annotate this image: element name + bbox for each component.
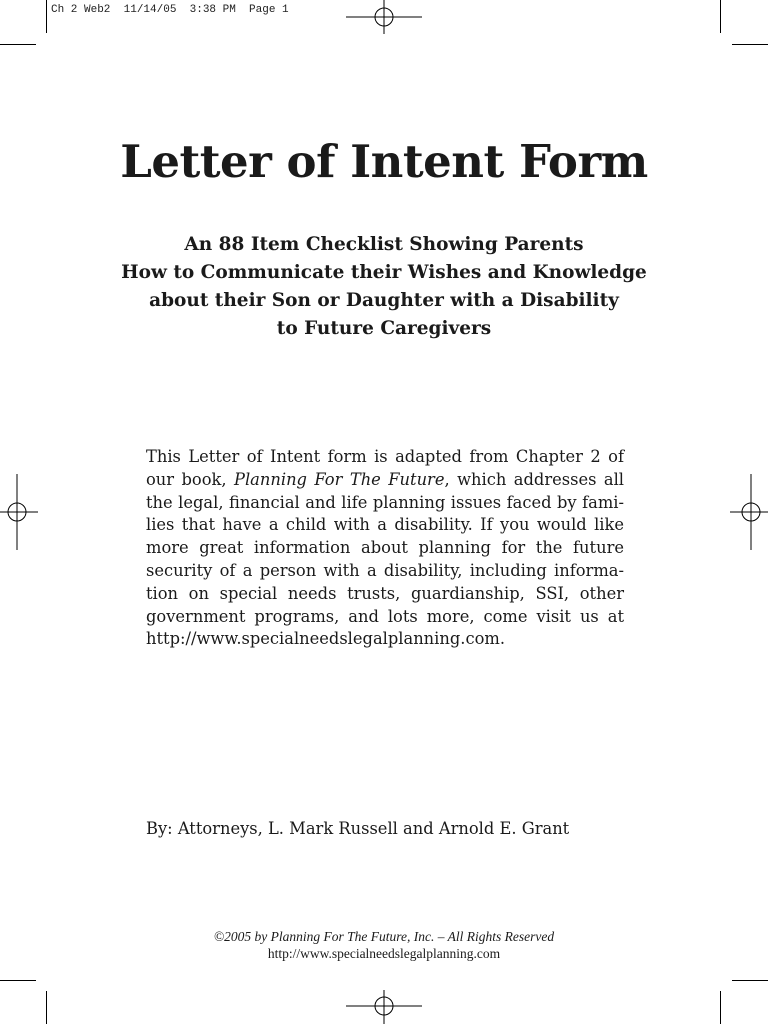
crop-mark-bottom-left-horizontal — [0, 980, 36, 981]
book-title: Planning For The Future — [234, 469, 445, 489]
crop-mark-top-right-horizontal — [732, 44, 768, 45]
subtitle-line: about their Son or Daughter with a Disability — [149, 290, 619, 311]
crop-mark-top-left-horizontal — [0, 44, 36, 45]
registration-mark-bottom — [346, 988, 422, 1024]
crop-mark-top-right-vertical — [720, 0, 721, 33]
byline: By: Attorneys, L. Mark Russell and Arnold E. Grant — [146, 819, 570, 838]
subtitle-line: to Future Caregivers — [276, 318, 492, 339]
subtitle-line: How to Communicate their Wishes and Knowledge — [121, 262, 647, 283]
intro-rest: , which addresses all the legal, financial and life planning issues faced by families that have a child with a disability. If you would like more great information about planning for the future security of a person with a disability, including information on special needs trusts, guardianship, SSI, other government programs, and lots more, come visit us at http://www.specialneedslegalplanning.com. — [146, 469, 624, 649]
footer-url: http://www.specialneedslegalplanning.com — [267, 946, 501, 961]
subtitle — [0, 231, 768, 343]
printer-slug: Ch 2 Web2 11/14/05 3:38 PM Page 1 — [51, 4, 289, 16]
subtitle-line: An 88 Item Checklist Showing Parents — [184, 234, 584, 255]
registration-mark-left — [0, 474, 38, 550]
intro-paragraph — [146, 446, 624, 651]
registration-mark-right — [730, 474, 768, 550]
crop-mark-bottom-right-vertical — [720, 991, 721, 1024]
registration-mark-top — [346, 0, 422, 36]
intro-text: This Letter of Intent form is adapted from Chapter 2 of our book, — [146, 447, 624, 489]
crop-mark-bottom-right-horizontal — [732, 980, 768, 981]
copyright-notice: ©2005 by Planning For The Future, Inc. – All Rights Reserved — [213, 929, 555, 944]
document-title: Letter of Intent Form — [120, 135, 648, 188]
crop-mark-top-left-vertical — [46, 0, 47, 33]
crop-mark-bottom-left-vertical — [46, 991, 47, 1024]
